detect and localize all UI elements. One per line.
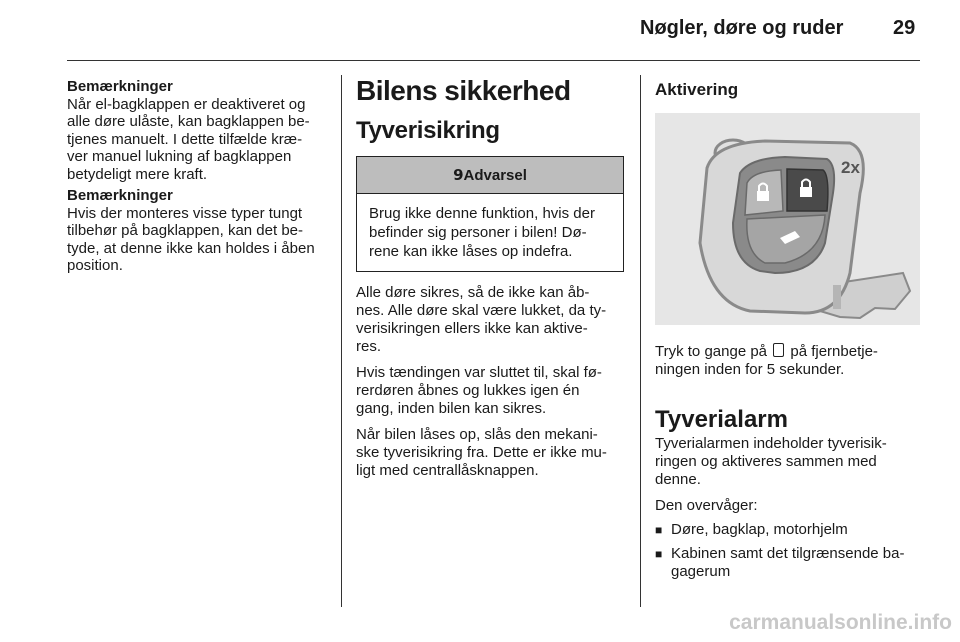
page-number: 29: [893, 17, 916, 39]
bullet-square-icon: ■: [655, 523, 663, 537]
caption-text: på fjernbetje-: [790, 343, 878, 360]
press-count-label: 2x: [841, 158, 860, 177]
activation-caption: [655, 343, 920, 379]
bullet-text: Kabinen samt det tilgrænsende ba- gagerum: [671, 545, 905, 580]
alarm-line: Tyverialarmen indeholder tyverisik-: [655, 435, 887, 452]
bullet-item: [655, 545, 920, 581]
bullet-item: [655, 521, 920, 539]
paragraph-line: nes. Alle døre skal være lukket, da ty-: [356, 302, 607, 319]
paragraph-line: Hvis tændingen var sluttet til, skal fø-: [356, 364, 602, 381]
column-3: [655, 74, 920, 581]
paragraph-2: [356, 364, 624, 418]
note-block-2: [67, 187, 327, 275]
section-subtitle: Tyverisikring: [356, 117, 500, 144]
warning-box: [356, 156, 624, 272]
monitors-label: Den overvåger:: [655, 497, 758, 514]
paragraph-1: [356, 284, 624, 356]
caption-text: Tryk to gange på: [655, 343, 768, 360]
paragraph-line: res.: [356, 338, 382, 355]
note-line: betydeligt mere kraft.: [67, 165, 208, 183]
warning-line: befinder sig personer i bilen! Dø-: [369, 224, 587, 241]
header-rule: [67, 60, 920, 61]
warning-header: [357, 157, 623, 194]
column-divider-1: [341, 75, 342, 607]
page-header-title: Nøgler, døre og ruder: [640, 17, 844, 39]
caption-text: ningen inden for 5 sekunder.: [655, 361, 845, 378]
note-line: tyde, at denne ikke kan holdes i åben: [67, 239, 315, 257]
note-line: Når el-bagklappen er deaktiveret og: [67, 95, 306, 113]
note-line: Hvis der monteres visse typer tungt: [67, 204, 303, 222]
note-line: tilbehør på bagklappen, kan det be-: [67, 222, 303, 239]
bullet-square-icon: ■: [655, 547, 663, 561]
warning-heading: Advarsel: [463, 167, 527, 184]
paragraph-line: ligt med centrallåsknappen.: [356, 462, 539, 479]
note-heading: Bemærkninger: [67, 78, 173, 95]
paragraph-3: [356, 426, 624, 480]
activation-heading: Aktivering: [655, 80, 739, 99]
column-2: [356, 74, 624, 480]
column-divider-2: [640, 75, 641, 607]
note-line: ver manuel lukning af bagklappen: [67, 148, 292, 165]
watermark: carmanualsonline.info: [729, 611, 952, 634]
bullet-text: Døre, bagklap, motorhjelm: [671, 521, 848, 538]
alarm-line: ringen og aktiveres sammen med: [655, 453, 877, 470]
note-line: alle døre ulåste, kan bagklappen be-: [67, 113, 310, 130]
note-block-1: [67, 78, 327, 183]
paragraph-line: rerdøren åbnes og lukkes igen én: [356, 382, 580, 399]
alarm-description: [655, 435, 920, 489]
key-fob-icon: [655, 113, 920, 325]
column-1: [67, 78, 327, 279]
warning-line: Brug ikke denne funktion, hvis der: [369, 205, 595, 222]
lock-icon: [773, 343, 784, 357]
alarm-line: denne.: [655, 471, 701, 488]
key-fob-illustration: [655, 113, 920, 325]
alarm-title: Tyverialarm: [655, 406, 788, 433]
note-line: tjenes manuelt. I dette tilfælde kræ-: [67, 130, 303, 148]
paragraph-line: Når bilen låses op, slås den mekani-: [356, 426, 598, 443]
note-heading: Bemærkninger: [67, 187, 173, 204]
warning-line: rene kan ikke låses op indefra.: [369, 243, 573, 260]
paragraph-line: ske tyverisikring fra. Dette er ikke mu-: [356, 444, 607, 461]
warning-icon: 9: [453, 166, 464, 184]
paragraph-line: verisikringen ellers ikke kan aktive-: [356, 320, 588, 337]
note-line: position.: [67, 257, 123, 274]
paragraph-line: Alle døre sikres, så de ikke kan åb-: [356, 284, 590, 301]
paragraph-line: gang, inden bilen kan sikres.: [356, 400, 547, 417]
warning-body: [357, 194, 623, 271]
section-title: Bilens sikkerhed: [356, 75, 571, 106]
